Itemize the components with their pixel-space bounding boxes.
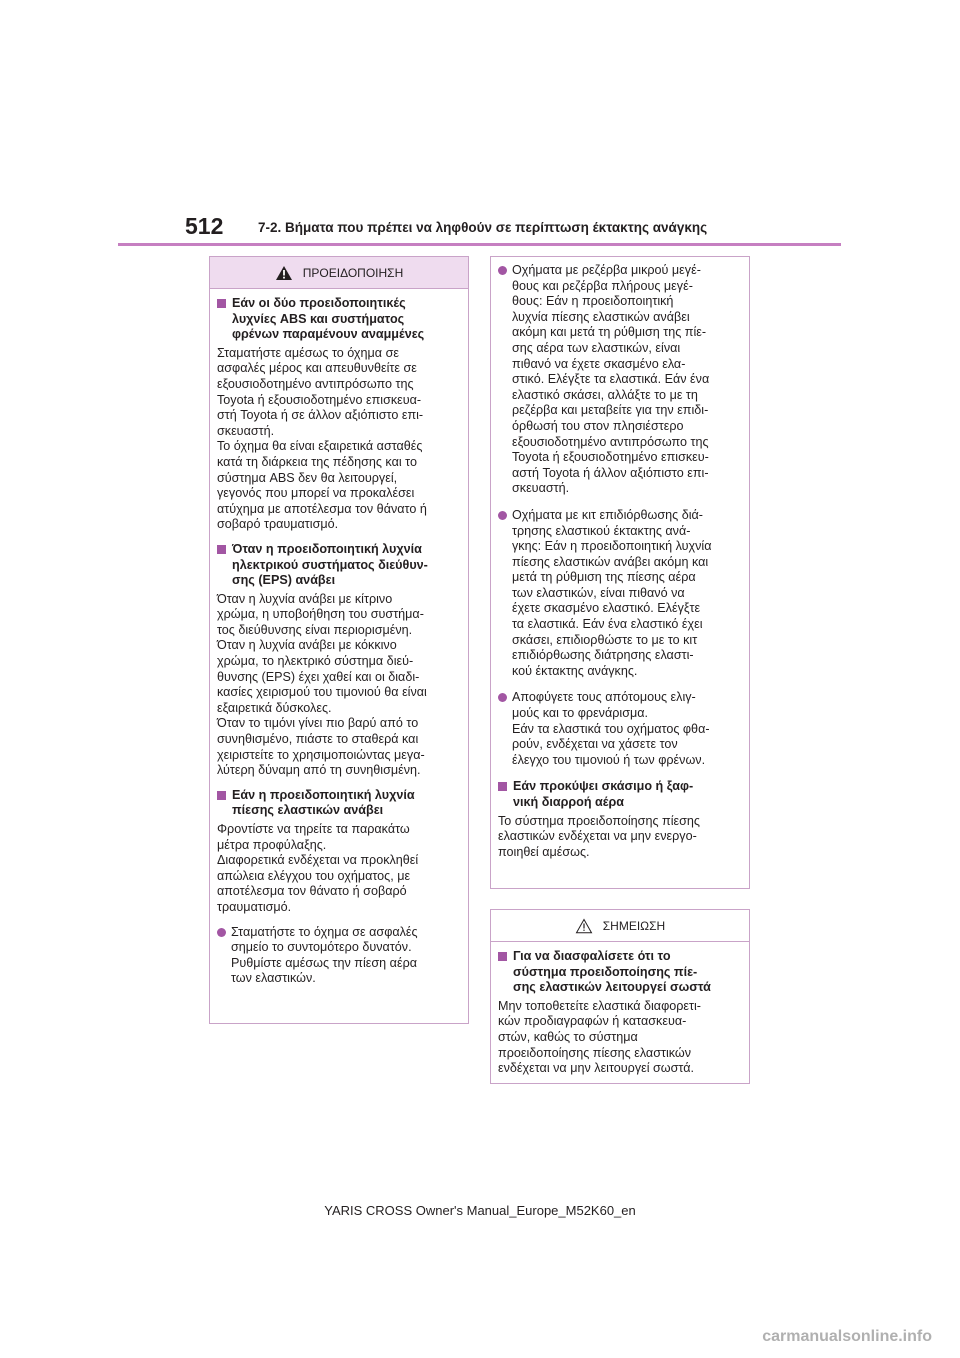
- section-body: Φροντίστε να τηρείτε τα παρακάτω μέτρα προφύλαξης. Διαφορετικά ενδέχεται να προκληθεί απώλεια ελέγχου του οχήματος, με αποτέλεσμα τον θάνατο ή σοβαρό τραυματισμό.: [217, 822, 419, 914]
- caution-outline-icon: [575, 918, 593, 934]
- header-rule: [118, 243, 841, 246]
- circle-bullet-icon: [498, 266, 507, 275]
- list-item: [498, 508, 742, 680]
- circle-bullet-icon: [217, 928, 226, 937]
- section-heading: [498, 949, 742, 996]
- section-heading-text: Εάν η προειδοποιητική λυχνία πίεσης ελαστικών ανάβει: [232, 787, 415, 818]
- section-heading: [217, 542, 461, 589]
- warning-content: [210, 289, 468, 987]
- circle-bullet-icon: [498, 511, 507, 520]
- list-item: [498, 263, 742, 497]
- note-title: ΣΗΜΕΙΩΣΗ: [602, 918, 666, 933]
- note-content: [491, 942, 749, 1077]
- section-title: 7-2. Βήματα που πρέπει να ληφθούν σε περίπτωση έκτακτης ανάγκης: [258, 220, 708, 235]
- continuation-content: [491, 257, 749, 860]
- list-item: [498, 690, 742, 768]
- list-item: [217, 925, 461, 987]
- list-item-text: Αποφύγετε τους απότομους ελιγ- μούς και το φρενάρισμα. Εάν τα ελαστικά του οχήματος φθα- ρούν, ενδέχεται να χάσετε τον έλεγχο του τιμονιού ή των φρένων.: [512, 690, 710, 767]
- note-header: [491, 910, 749, 942]
- square-bullet-icon: [217, 545, 226, 554]
- warning-title: ΠΡΟΕΙΔΟΠΟΙΗΣΗ: [302, 265, 404, 280]
- section-body: Μην τοποθετείτε ελαστικά διαφορετι- κών προδιαγραφών ή κατασκευα- στών, καθώς το σύστημα προειδοποίησης πίεσης ελαστικών ενδέχεται να μην λειτουργεί σωστά.: [498, 998, 701, 1076]
- square-bullet-icon: [498, 952, 507, 961]
- warning-header: [210, 257, 468, 289]
- section-heading: [217, 788, 461, 819]
- section-body: Το σύστημα προειδοποίησης πίεσης ελαστικών ενδέχεται να μην ενεργο- ποιηθεί αμέσως.: [498, 813, 700, 859]
- list-item-text: Σταματήστε το όχημα σε ασφαλές σημείο το συντομότερο δυνατόν. Ρυθμίστε αμέσως την πίεση αέρα των ελαστικών.: [231, 924, 418, 986]
- warning-icon: [275, 265, 293, 281]
- square-bullet-icon: [217, 791, 226, 800]
- section-heading: [217, 296, 461, 343]
- square-bullet-icon: [217, 299, 226, 308]
- section-body: Όταν η λυχνία ανάβει με κίτρινο χρώμα, η υποβοήθηση του συστήμα- τος διεύθυνσης είναι περιορισμένη. Όταν η λυχνία ανάβει με κόκκινο χρώμα, το ηλεκτρικό σύστημα διεύ- θυνσης (EPS) έχει χαθεί και οι διαδι- κασίες χειρισμού του τιμονιού θα είναι εξαιρετικά δύσκολες. Όταν το τιμόνι γίνει πιο βαρύ από το συνηθισμένο, πιάστε το σταθερά και χειριστείτε το χρησιμοποιώντας μεγα- λύτερη δύναμη από τη συνηθισμένη.: [217, 591, 427, 778]
- footer: YARIS CROSS Owner's Manual_Europe_M52K60_en: [324, 1203, 636, 1218]
- section-heading-text: Για να διασφαλίσετε ότι το σύστημα προειδοποίησης πίε- σης ελαστικών λειτουργεί σωστά: [513, 949, 711, 995]
- section-heading: [498, 779, 742, 810]
- list-item-text: Οχήματα με κιτ επιδιόρθωσης διά- τρησης ελαστικού έκτακτης ανά- γκης: Εάν η προειδοποιητική λυχνία πίεσης ελαστικών ανάβει ακόμη και μετά τη ρύθμιση της πίεσης αέρα των ελαστικών, είναι πιθανό να έχετε σκασμένο ελαστικό. Ελέγξτε τα ελαστικά. Εάν ένα ελαστικό έχει σκάσει, επιδιορθώστε το με το κιτ επιδιόρθωσης διάτρησης ελαστι- κού έκτακτης ανάγκης.: [512, 507, 712, 678]
- note-box: [490, 909, 750, 1084]
- square-bullet-icon: [498, 782, 507, 791]
- watermark: carmanualsonline.info: [762, 1328, 932, 1345]
- section-body: Σταματήστε αμέσως το όχημα σε ασφαλές μέρος και απευθυνθείτε σε εξουσιοδοτημένο αντιπρόσωπο της Toyota ή εξουσιοδοτημένο επισκευα- στή Toyota ή σε άλλον αξιόπιστο επι- σκευαστή. Το όχημα θα είναι εξαιρετικά ασταθές κατά τη διάρκεια της πέδησης και το σύστημα ABS δεν θα λειτουργεί, γεγονός που μπορεί να προκαλέσει ατύχημα με αποτέλεσμα τον θάνατο ή σοβαρό τραυματισμό.: [217, 345, 427, 532]
- section-heading-text: Εάν οι δύο προειδοποιητικές λυχνίες ABS και συστήματος φρένων παραμένουν αναμμένες: [232, 296, 425, 342]
- circle-bullet-icon: [498, 693, 507, 702]
- section-heading-text: Όταν η προειδοποιητική λυχνία ηλεκτρικού συστήματος διεύθυν- σης (EPS) ανάβει: [232, 541, 428, 588]
- warning-continuation-box: [490, 256, 750, 889]
- page-number: 512: [185, 213, 224, 239]
- warning-box: [209, 256, 469, 1024]
- list-item-text: Οχήματα με ρεζέρβα μικρού μεγέ- θους και ρεζέρβα πλήρους μεγέ- θους: Εάν η προειδοποιητική λυχνία πίεσης ελαστικών ανάβει ακόμη και μετά τη ρύθμιση της πίε- σης αέρα των ελαστικών, είναι πιθανό να έχετε σκασμένο ελα- στικό. Ελέγξτε τα ελαστικά. Εάν ένα ελαστικό σκάσει, αλλάξτε το με τη ρεζέρβα και μεταβείτε για την επιδι- όρθωσή του στον πλησιέστερο εξουσιοδοτημένο αντιπρόσωπο της Toyota ή εξουσιοδοτημένο επισκευ- αστή Toyota ή άλλον αξιόπιστο επι- σκευαστή.: [512, 263, 710, 496]
- section-heading-text: Εάν προκύψει σκάσιμο ή ξαφ- νική διαρροή αέρα: [513, 779, 694, 809]
